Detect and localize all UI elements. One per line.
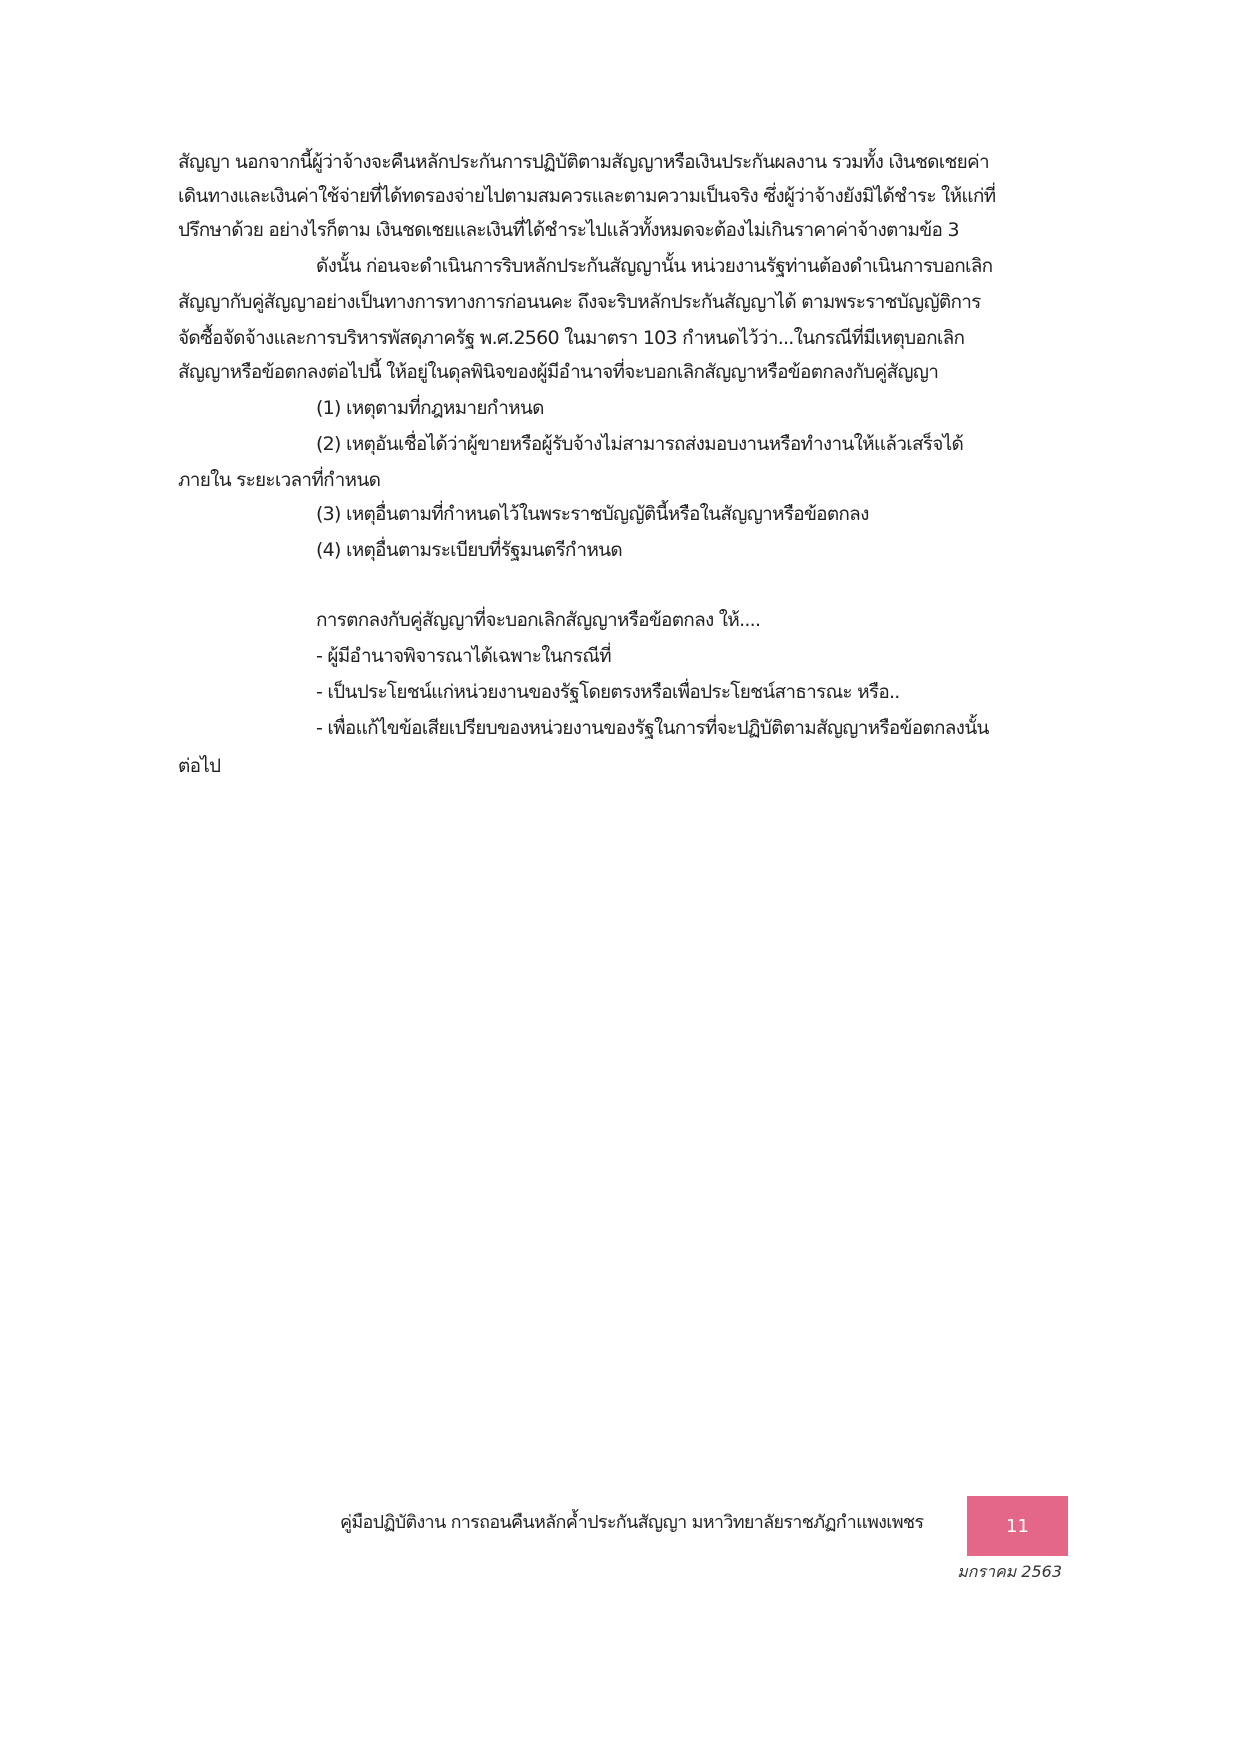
list-item-3: (3) เหตุอื่นตามที่กำหนดไว้ในพระราชบัญญัตินี้หรือในสัญญาหรือข้อตกลง <box>316 503 869 525</box>
agreement-heading: การตกลงกับคู่สัญญาที่จะบอกเลิกสัญญาหรือข้อตกลง ให้.... <box>316 609 761 631</box>
body-line-7: สัญญาหรือข้อตกลงต่อไปนี้ ให้อยู่ในดุลพินิจของผู้มีอำนาจที่จะบอกเลิกสัญญาหรือข้อตกลงกับคู่สัญญา <box>178 361 939 383</box>
agreement-item-2: - เป็นประโยชน์แก่หน่วยงานของรัฐโดยตรงหรือเพื่อประโยชน์สาธารณะ หรือ.. <box>316 681 900 703</box>
agreement-item-3-continued: ต่อไป <box>178 755 221 777</box>
body-line-3: ปรึกษาด้วย อย่างไรก็ตาม เงินชดเชยและเงินที่ได้ชำระไปแล้วทั้งหมดจะต้องไม่เกินราคาค่าจ้างตามข้อ 3 <box>178 219 959 241</box>
body-line-5: สัญญากับคู่สัญญาอย่างเป็นทางการทางการก่อนนคะ ถึงจะริบหลักประกันสัญญาได้ ตามพระราชบัญญัติการ <box>178 291 981 313</box>
agreement-item-3: - เพื่อแก้ไขข้อเสียเปรียบของหน่วยงานของรัฐในการที่จะปฏิบัติตามสัญญาหรือข้อตกลงนั้น <box>316 717 989 739</box>
page-number: 11 <box>1006 1515 1029 1537</box>
agreement-item-1: - ผู้มีอำนาจพิจารณาได้เฉพาะในกรณีที่ <box>316 645 611 667</box>
body-line-1: สัญญา นอกจากนี้ผู้ว่าจ้างจะคืนหลักประกันการปฏิบัติตามสัญญาหรือเงินประกันผลงาน รวมทั้ง เงินชดเชยค่า <box>178 151 989 173</box>
footer-title: คู่มือปฏิบัติงาน การถอนคืนหลักค้ำประกันสัญญา มหาวิทยาลัยราชภัฏกำแพงเพชร <box>340 1512 924 1533</box>
body-line-4: ดังนั้น ก่อนจะดำเนินการริบหลักประกันสัญญานั้น หน่วยงานรัฐท่านต้องดำเนินการบอกเลิก <box>316 255 993 277</box>
body-line-6: จัดซื้อจัดจ้างและการบริหารพัสดุภาครัฐ พ.ศ.2560 ในมาตรา 103 กำหนดไว้ว่า...ในกรณีที่มีเหตุบอกเลิก <box>178 327 965 349</box>
list-item-1: (1) เหตุตามที่กฎหมายกำหนด <box>316 397 544 419</box>
footer-date: มกราคม 2563 <box>957 1562 1062 1581</box>
body-line-2: เดินทางและเงินค่าใช้จ่ายที่ได้ทดรองจ่ายไปตามสมควรและตามความเป็นจริง ซึ่งผู้ว่าจ้างยังมิได้ชำระ ให้แก่ที่ <box>178 185 996 207</box>
list-item-2-continued: ภายใน ระยะเวลาที่กำหนด <box>178 469 381 491</box>
list-item-4: (4) เหตุอื่นตามระเบียบที่รัฐมนตรีกำหนด <box>316 539 622 561</box>
list-item-2: (2) เหตุอันเชื่อได้ว่าผู้ขายหรือผู้รับจ้างไม่สามารถส่งมอบงานหรือทำงานให้แล้วเสร็จได้ <box>316 433 964 455</box>
page-number-badge <box>967 1496 1068 1556</box>
